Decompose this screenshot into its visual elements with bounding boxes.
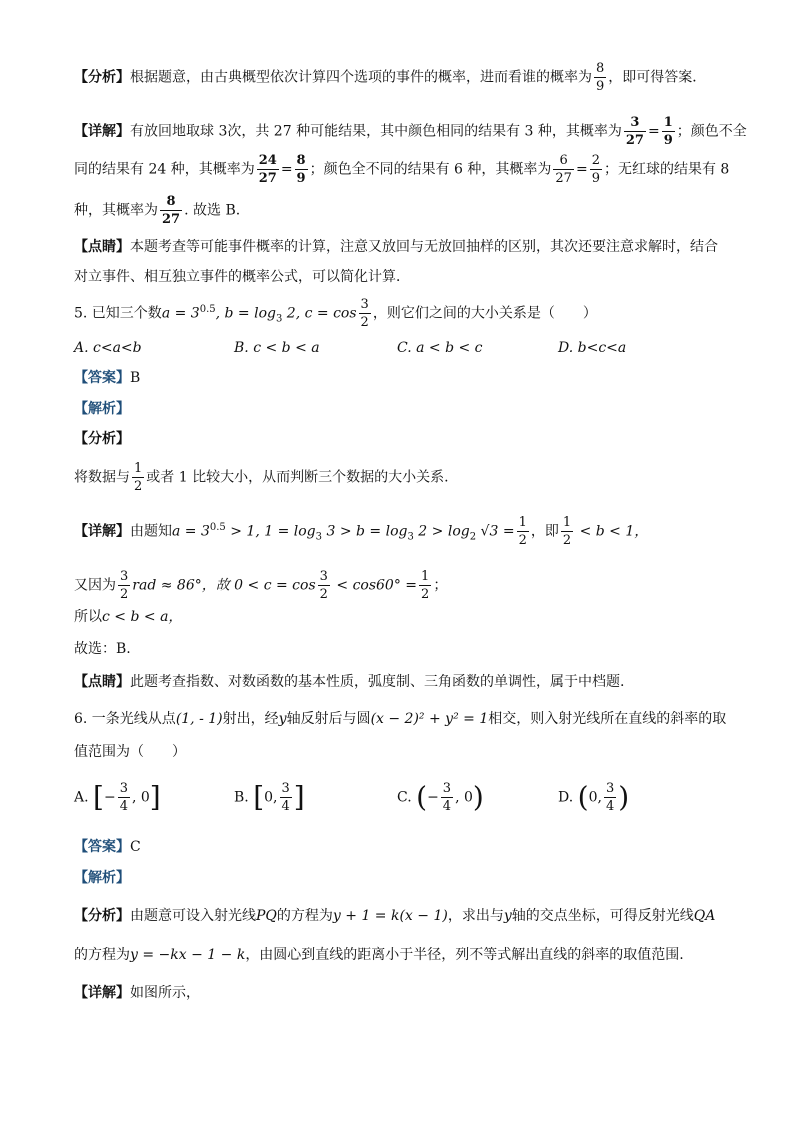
fraction: $\frac{3}{2}$ (360, 297, 369, 330)
q5-detail-line-4: 故选：B. (74, 641, 131, 657)
q5-solution-heading: 【解析】 (74, 401, 130, 417)
q6-detail: 【详解】如图所示， (74, 985, 200, 1001)
fraction: $\frac{8}{9}$ (596, 61, 605, 94)
q5-comment: 【点睛】此题考查指数、对数函数的基本性质，弧度制、三角函数的单调性，属于中档题. (74, 674, 625, 690)
q5-detail-line-2: 又因为 $\frac{3}{2}$ rad ≈ 86°，故 0 < c = cos $\frac{3}{2}$ < cos60° = $\frac{1}{2}$ ； (74, 569, 448, 602)
q5-analysis-text: 将数据与 $\frac{1}{2}$ 或者 1 比较大小，从而判断三个数据的大小关系. (74, 461, 449, 494)
comment-line-2: 对立事件、相互独立事件的概率公式，可以简化计算． (74, 269, 410, 285)
comment-line-1: 【点睛】本题考查等可能事件概率的计算，注意又放回与无放回抽样的区别，其次还要注意求解时，结合 (74, 239, 718, 255)
q6-analysis-line-1: 【分析】由题意可设入射光线PQ的方程为y + 1 = k(x − 1)，求出与y轴的交点坐标，可得反射光线QA (74, 908, 716, 924)
q5-option-a: A. c<a<b (74, 340, 142, 356)
q6-analysis-line-2: 的方程为y = −kx − 1 − k，由圆心到直线的距离小于半径，列不等式解出直线的斜率的取值范围. (74, 947, 684, 963)
q5-option-b: B. c < b < a (234, 340, 320, 356)
fraction: $\frac{8}{9}$ (296, 153, 306, 186)
q6-option-a: A. [− $\frac{3}{4}$ , 0] (74, 780, 161, 814)
q5-answer: 【答案】B (74, 370, 141, 386)
fraction: $\frac{3}{27}$ (625, 115, 644, 148)
q5-option-d: D. b<c<a (558, 340, 627, 356)
q5-analysis-heading: 【分析】 (74, 431, 130, 447)
q6-option-b: B. [0, $\frac{3}{4}$ ] (234, 780, 305, 814)
detail-line-2: 同的结果有 24 种，其概率为 $\frac{24}{27}$ = $\frac{8}{9}$ ；颜色全不同的结果有 6 种，其概率为 $\frac{6}{27}$ = $\frac{2}{9}$ ；无红球的结果有 8 (74, 153, 730, 186)
q6-answer: 【答案】C (74, 839, 141, 855)
q6-solution-heading: 【解析】 (74, 870, 130, 886)
q6-option-c: C. (− $\frac{3}{4}$ , 0) (397, 780, 484, 814)
question-5: 5. 已知三个数$a = 3^{0.5}$, $b = \log_3 2$, c = cos $\frac{3}{2}$ ，则它们之间的大小关系是（ ） (74, 297, 597, 330)
fraction: $\frac{24}{27}$ (258, 153, 277, 186)
fraction: $\frac{1}{9}$ (663, 115, 673, 148)
q5-detail-line-3: 所以c < b < a， (74, 609, 183, 625)
question-6: 6. 一条光线从点(1, - 1)射出，经y轴反射后与圆(x − 2)² + y² = 1相交，则入射光线所在直线的斜率的取 (74, 711, 727, 727)
fraction: $\frac{1}{2}$ (562, 515, 572, 548)
q5-option-c: C. a < b < c (397, 340, 483, 356)
q6-option-d: D. (0, $\frac{3}{4}$ ) (558, 780, 630, 814)
question-6-cont: 值范围为（ ） (74, 744, 186, 760)
fraction: $\frac{1}{2}$ (421, 569, 430, 602)
q5-detail-line-1: 【详解】由题知$a = 3^{0.5} > 1$, $1 = \log_3 3 > b = \log_3 2 > \log_2 √3$ = $\frac{1}{2}$ ，即 $\frac{1}{2}$ < b < 1， (74, 515, 649, 548)
fraction: $\frac{2}{9}$ (591, 153, 600, 186)
fraction: $\frac{3}{2}$ (120, 569, 129, 602)
fraction: $\frac{8}{27}$ (162, 194, 181, 227)
fraction: $\frac{1}{2}$ (134, 461, 143, 494)
analysis-line-1: 【分析】根据题意，由古典概型依次计算四个选项的事件的概率，进而看谁的概率为 $\frac{8}{9}$ ，即可得答案． (74, 61, 707, 94)
detail-line-1: 【详解】有放回地取球 3次，共 27 种可能结果，其中颜色相同的结果有 3 种，其概率为 $\frac{3}{27}$ = $\frac{1}{9}$ ；颜色不全 (74, 115, 747, 148)
fraction: $\frac{1}{2}$ (518, 515, 527, 548)
detail-line-3: 种，其概率为 $\frac{8}{27}$ . 故选 B. (74, 194, 241, 227)
fraction: $\frac{6}{27}$ (555, 153, 572, 186)
fraction: $\frac{3}{2}$ (319, 569, 328, 602)
